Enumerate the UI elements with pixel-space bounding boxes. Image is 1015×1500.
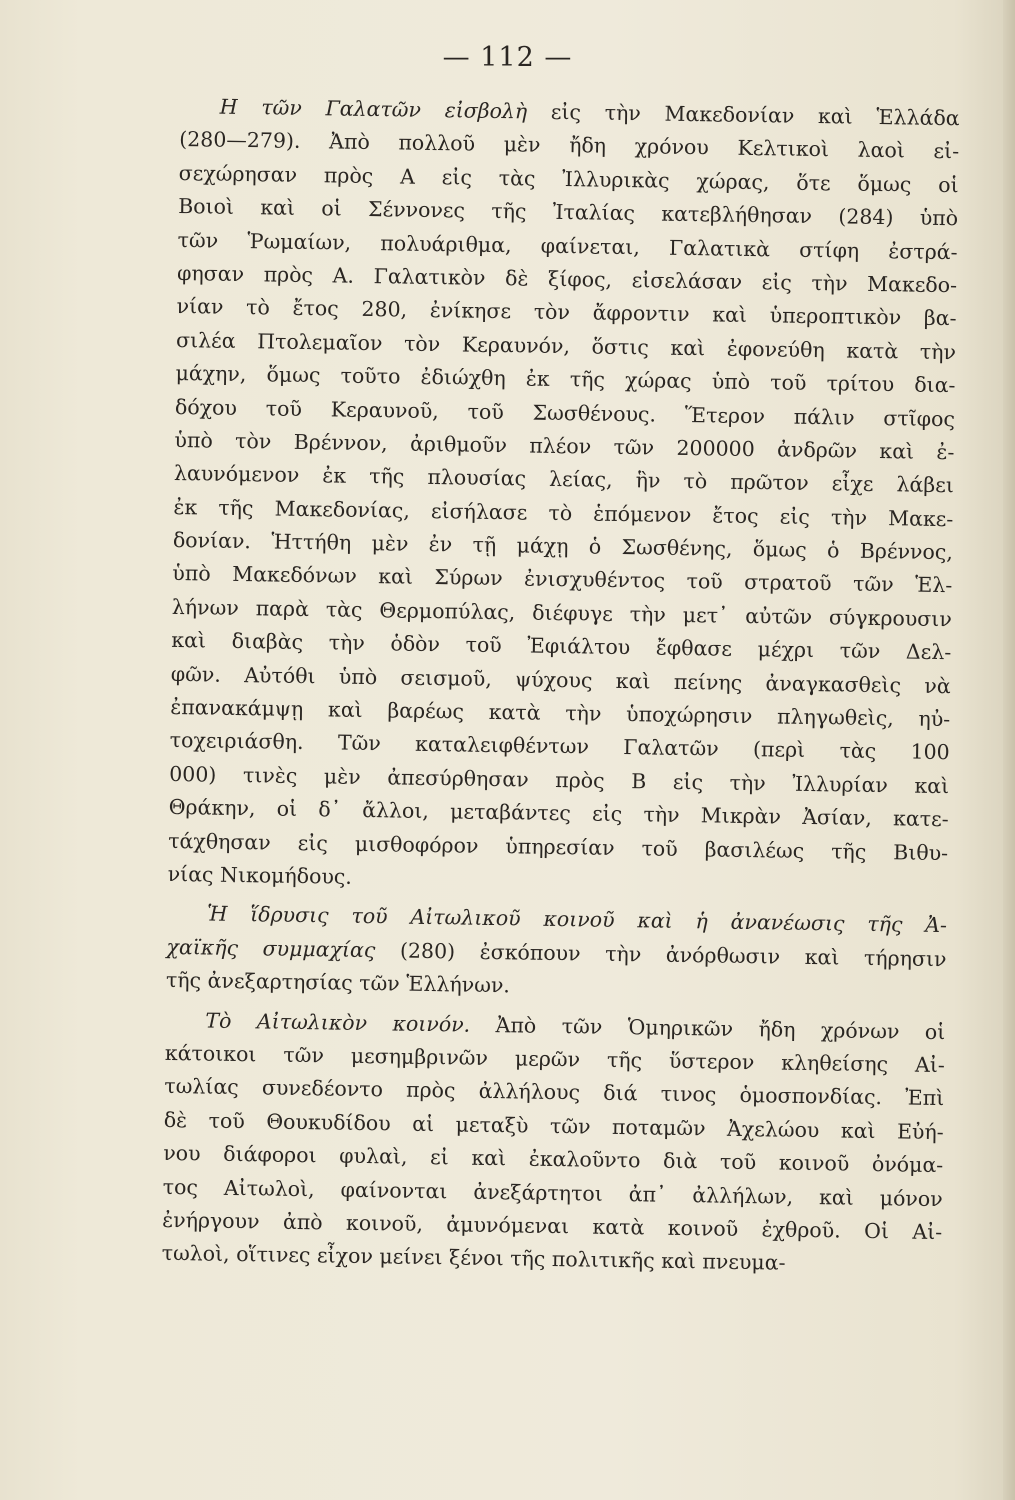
line-text: κάτοικοι τῶν μεσημβρινῶν μερῶν τῆς ὕστερον κληθείσης Αἰ- (164, 1040, 945, 1078)
line-text: τωλίας συνεδέοντο πρὸς ἀλλήλους διά τινος ὁμοσπονδίας. Ἐπὶ (164, 1074, 945, 1111)
line-text: νίαν τὸ ἔτος 280, ἐνίκησε τὸν ἄφροντιν καὶ ὑπεροπτικὸν βα- (176, 294, 957, 331)
line-text: (280—279). Ἀπὸ πολλοῦ μὲν ἤδη χρόνου Κελτικοὶ λαοὶ εἰ- (179, 127, 960, 164)
line-text: τωλοὶ, οἵτινες εἶχον μείνει ξένοι τῆς πολιτικῆς καὶ πνευμα- (161, 1241, 786, 1275)
line-text: 000) τινὲς μὲν ἀπεσύρθησαν πρὸς Β εἰς τὴν Ἰλλυρίαν καὶ (169, 761, 950, 798)
line-text: σεχώρησαν πρὸς Α εἰς τὰς Ἰλλυρικὰς χώρας, ὅτε ὅμως οἱ (178, 160, 959, 198)
line-text: δόχου τοῦ Κεραυνοῦ, τοῦ Σωσθένους. Ἕτερον πάλιν στῖφος (174, 394, 956, 431)
line-text: τοχειριάσθη. Τῶν καταλειφθέντων Γαλατῶν (περὶ τὰς 100 (169, 728, 950, 765)
line-text: τος Αἰτωλοὶ, φαίνονται ἀνεξάρτητοι ἀπ᾽ ἀλλήλων, καὶ μόνον (162, 1174, 943, 1211)
line-text: Θράκην, οἱ δ᾽ ἄλλοι, μεταβάντες εἰς τὴν Μικρὰν Ἀσίαν, κατε- (168, 795, 949, 832)
line-text: νίας Νικομήδους. (167, 861, 353, 889)
line-text: λαυνόμενον ἐκ τῆς πλουσίας λείας, ἣν τὸ πρῶτον εἶχε λάβει (173, 461, 955, 498)
page-edge-shadow (1003, 0, 1015, 1500)
line-text: τῶν Ῥωμαίων, πολυάριθμα, φαίνεται, Γαλατικὰ στίφη ἐστρά- (177, 227, 958, 264)
line-text: ἐκ τῆς Μακεδονίας, εἰσήλασε τὸ ἑπόμενον ἔτος εἰς τὴν Μακε- (173, 494, 954, 531)
italic-heading: Η τῶν Γαλατῶν εἰσβολὴ (219, 94, 528, 124)
line-text: μάχην, ὅμως τοῦτο ἐδιώχθη ἐκ τῆς χώρας ὑπὸ τοῦ τρίτου δια- (175, 361, 956, 398)
line-text: εἰς τὴν Μακεδονίαν καὶ Ἑλλάδα (526, 99, 960, 131)
italic-heading: Ἡ ἵδρυσις τοῦ Αἰτωλικοῦ κοινοῦ καὶ ἡ ἀνανέωσις τῆς Ἀ- (206, 901, 948, 938)
line-text: φησαν πρὸς Α. Γαλατικὸν δὲ ξίφος, εἰσελάσαν εἰς τὴν Μακεδο- (176, 260, 958, 298)
page-number: — 112 — (442, 42, 573, 73)
line-text: νου διάφοροι φυλαὶ, εἰ καὶ ἐκαλοῦντο διὰ τοῦ κοινοῦ ὀνόμα- (163, 1140, 944, 1178)
line-text: ἐνήργουν ἀπὸ κοινοῦ, ἀμυνόμεναι κατὰ κοινοῦ ἐχθροῦ. Οἱ Αἰ- (162, 1207, 943, 1245)
line-text: σιλέα Πτολεμαῖον τὸν Κεραυνόν, ὅστις καὶ ἐφονεύθη κατὰ τὴν (175, 327, 957, 364)
line-text: καὶ διαβὰς τὴν ὁδὸν τοῦ Ἐφιάλτου ἔφθασε μέχρι τῶν Δελ- (171, 628, 952, 665)
line-text: φῶν. Αὐτόθι ὑπὸ σεισμοῦ, ψύχους καὶ πείνης ἀναγκασθεὶς νὰ (170, 661, 951, 698)
line-text: ὑπὸ τὸν Βρέννον, ἀριθμοῦν πλέον τῶν 200000 ἀνδρῶν καὶ ἐ- (174, 427, 955, 465)
line-text: ὑπὸ Μακεδόνων καὶ Σύρων ἐνισχυθέντος τοῦ στρατοῦ τῶν Ἑλ- (172, 561, 953, 598)
line-text: τάχθησαν εἰς μισθοφόρον ὑπηρεσίαν τοῦ βασιλέως τῆς Βιθυ- (168, 828, 949, 865)
line-text: Ἀπὸ τῶν Ὁμηρικῶν ἤδη χρόνων οἱ (469, 1012, 946, 1044)
body-text (161, 90, 959, 1283)
italic-heading: Τὸ Αἰτωλικὸν κοινόν. (205, 1008, 471, 1037)
line-text: τῆς ἀνεξαρτησίας τῶν Ἑλλήνων. (165, 968, 511, 998)
line-text: δὲ τοῦ Θουκυδίδου αἱ μεταξὺ τῶν ποταμῶν Ἀχελώου καὶ Εὐή- (163, 1107, 944, 1144)
line-text: Βοιοὶ καὶ οἱ Σέννονες τῆς Ἰταλίας κατεβλήθησαν (284) ὑπὸ (177, 194, 959, 231)
line-text: (280) ἐσκόπουν τὴν ἀνόρθωσιν καὶ τήρησιν (375, 937, 947, 971)
italic-heading: χαϊκῆς συμμαχίας (166, 934, 376, 962)
line-text: ἐπανακάμψῃ καὶ βαρέως κατὰ τὴν ὑποχώρησιν πληγωθεὶς, ηὐ- (170, 694, 951, 732)
line-text: δονίαν. Ἡττήθη μὲν ἐν τῇ μάχῃ ὁ Σωσθένης, ὅμως ὁ Βρέννος, (172, 528, 954, 565)
line-text: λήνων παρὰ τὰς Θερμοπύλας, διέφυγε τὴν μετ᾽ αὐτῶν σύγκρουσιν (171, 594, 952, 632)
